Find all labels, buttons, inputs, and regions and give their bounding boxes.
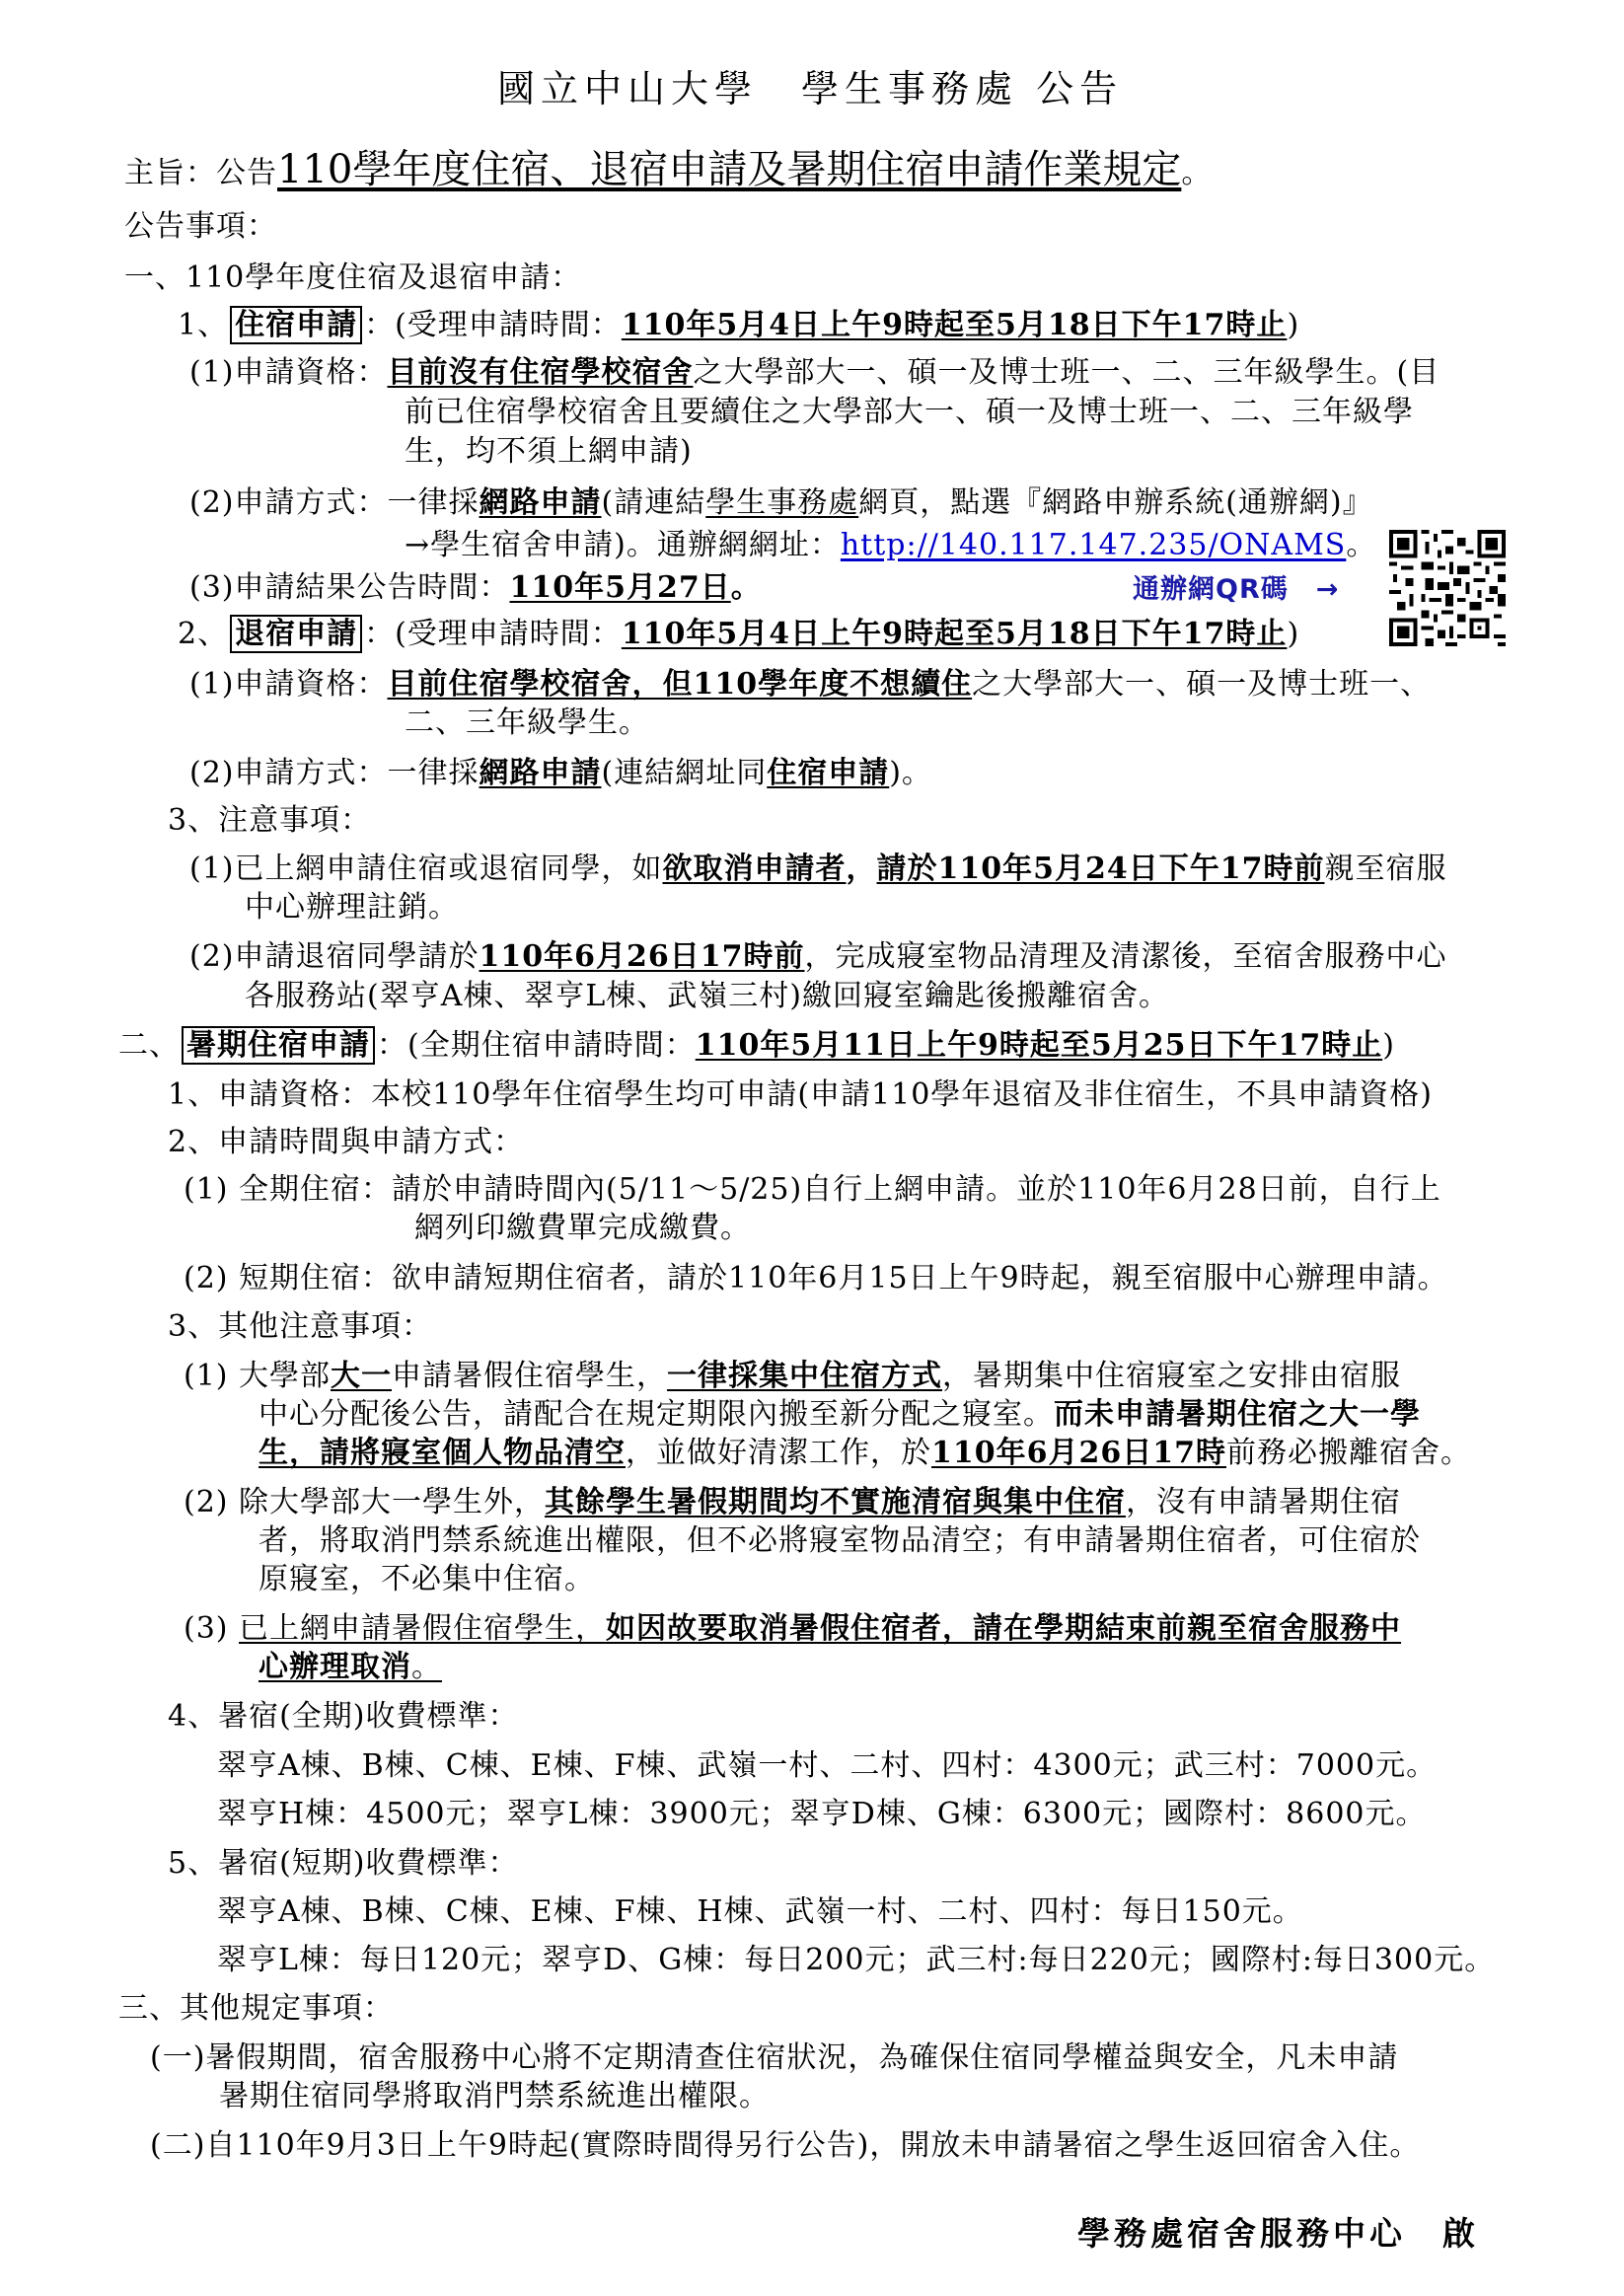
summer-cancel-line2 xyxy=(258,1648,442,1687)
note-text: 中心分配後公告，請配合在規定期限內搬至新分配之寢室。 xyxy=(258,1397,1054,1432)
note-number: (3) xyxy=(184,1611,240,1646)
freshman-note-line1 xyxy=(184,1357,1401,1396)
method-text-rest: 網頁，點選『網路申辦系統(通辦網)』 xyxy=(858,485,1373,520)
short-term-line: (2) 短期住宿：欲申請短期住宿者，請於110年6月15日上午9時起，親至宿服中心辦理申請。 xyxy=(184,1261,1448,1296)
freshman-note-line2 xyxy=(258,1395,1421,1435)
centralized-housing: 一律採集中住宿方式 xyxy=(667,1359,943,1393)
paren-close: ) xyxy=(1382,1028,1395,1063)
section-3-heading: 三、其他規定事項： xyxy=(118,1991,394,2026)
cancel-deadline: 請於110年5月24日下午17時前 xyxy=(876,852,1325,886)
method-text: (請連結 xyxy=(601,485,706,520)
others-note-line1 xyxy=(184,1483,1401,1522)
other-notes-heading: 3、其他注意事項： xyxy=(168,1309,433,1344)
method-label: (2)申請方式：一律採 xyxy=(189,756,480,790)
period-end: 。 xyxy=(730,570,762,605)
notice-label: 公告事項： xyxy=(124,209,277,244)
housing-application-box: 住宿申請 xyxy=(230,306,362,344)
method-label: (2)申請方式：一律採 xyxy=(189,485,480,520)
note-text: (2) 除大學部大一學生外， xyxy=(184,1485,546,1519)
item-number: 1、 xyxy=(178,308,229,342)
short-fee-line2: 翠亨L棟：每日120元；翠亨D、G棟：每日200元；武三村:每日220元；國際村:每日300元。 xyxy=(217,1943,1496,1977)
no-clearing-notice: 其餘學生暑假期間均不實施清宿與集中住宿 xyxy=(545,1485,1127,1519)
withdrawal-eligibility-line2: 二、三年級學生。 xyxy=(405,705,649,740)
subject-line xyxy=(124,147,1213,193)
withdrawal-condition: 目前住宿學校宿舍，但110學年度不想續住 xyxy=(387,667,973,702)
full-fee-line2: 翠亨H棟：4500元；翠亨L棟：3900元；翠亨D棟、G棟：6300元；國際村：8600元。 xyxy=(217,1797,1427,1831)
eligibility-condition: 目前沒有住宿學校宿舍 xyxy=(387,355,694,390)
freshman-warning: 而未申請暑期住宿之大一學 xyxy=(1054,1397,1421,1432)
paren-close: ) xyxy=(1287,617,1300,651)
period-end: )。 xyxy=(889,756,932,790)
housing-application-ref: 住宿申請 xyxy=(767,756,890,790)
period-end: 。 xyxy=(1346,528,1377,562)
section-number: 二、 xyxy=(118,1028,180,1063)
period-label: ：(全期住宿申請時間： xyxy=(377,1028,696,1063)
period-label: ：(受理申請時間： xyxy=(364,308,622,342)
housing-eligibility-line2: 前已住宿學校宿舍且要續住之大學部大一、碩一及博士班一、二、三年級學 xyxy=(405,395,1414,429)
cancel-note-text: (1)已上網申請住宿或退宿同學，如 xyxy=(189,852,663,886)
full-fee-heading: 4、暑宿(全期)收費標準： xyxy=(168,1699,519,1734)
housing-method-line1 xyxy=(189,483,1373,523)
withdrawal-application-box: 退宿申請 xyxy=(230,615,362,653)
result-label: (3)申請結果公告時間： xyxy=(189,570,510,605)
full-term-line1: (1) 全期住宿：請於申請時間內(5/11～5/25)自行上網申請。並於110年6月28日前，自行上 xyxy=(184,1172,1441,1207)
result-date: 110年5月27日 xyxy=(509,570,731,605)
full-fee-line1: 翠亨A棟、B棟、C棟、E棟、F棟、武嶺一村、二村、四村：4300元；武三村：7000元。 xyxy=(217,1748,1438,1783)
cancel-condition: 欲取消申請者 xyxy=(662,852,847,886)
signature: 學務處宿舍服務中心 啟 xyxy=(1077,2214,1479,2253)
onams-url-link[interactable]: http://140.117.147.235/ONAMS xyxy=(840,528,1347,562)
withdrawal-period: 110年5月4日上午9時起至5月18日下午17時止 xyxy=(621,617,1288,651)
cancel-note-line2: 中心辦理註銷。 xyxy=(245,890,459,925)
short-fee-line1: 翠亨A棟、B棟、C棟、E棟、F棟、H棟、武嶺一村、二村、四村：每日150元。 xyxy=(217,1894,1303,1929)
short-fee-heading: 5、暑宿(短期)收費標準： xyxy=(168,1846,519,1881)
qr-code-image[interactable] xyxy=(1389,530,1506,646)
eligibility-label: (1)申請資格： xyxy=(189,667,388,702)
qr-code-label: 通辦網QR碼 → xyxy=(1133,574,1340,605)
eligibility-text: 之大學部大一、碩一及博士班一、 xyxy=(972,667,1432,702)
withdrawal-method-line xyxy=(189,754,932,793)
subject-prefix: 主旨：公告 xyxy=(124,156,277,190)
freshman-note-line3 xyxy=(258,1434,1471,1473)
cancel-note-line1 xyxy=(189,850,1447,889)
onams-label: →學生宿舍申請)。通辦網網址： xyxy=(405,528,841,562)
summer-housing-box: 暑期住宿申請 xyxy=(182,1026,375,1065)
freshman: 大一 xyxy=(331,1359,393,1393)
housing-eligibility-line1 xyxy=(189,353,1439,393)
student-affairs-link-text: 學生事務處 xyxy=(705,485,859,520)
housing-eligibility-line3: 生，均不須上網申請) xyxy=(405,434,693,469)
move-out-deadline: 110年6月26日17時 xyxy=(931,1436,1226,1470)
cancel-note-rest: 親至宿服 xyxy=(1324,852,1447,886)
withdrawal-eligibility-line1 xyxy=(189,665,1431,704)
summer-period: 110年5月11日上午9時起至5月25日下午17時止 xyxy=(695,1028,1383,1063)
period-end: 。 xyxy=(411,1650,442,1684)
eligibility-text: 之大學部大一、碩一及博士班一、二、三年級學生。(目 xyxy=(693,355,1440,390)
period-label: ：(受理申請時間： xyxy=(364,617,622,651)
summer-cancel-line1 xyxy=(184,1609,1401,1649)
withdraw-note-rest: ，完成寢室物品清理及清潔後，至宿舍服務中心 xyxy=(804,939,1447,974)
subject-main: 110學年度住宿、退宿申請及暑期住宿申請作業規定 xyxy=(277,147,1182,192)
paren-close: ) xyxy=(1287,308,1300,342)
withdraw-note-line1 xyxy=(189,937,1447,977)
inspection-note-line2: 暑期住宿同學將取消門禁系統進出權限。 xyxy=(219,2079,770,2113)
note-text-rest: ，暑期集中住宿寢室之安排由宿服 xyxy=(942,1359,1402,1393)
note-text: 申請暑假住宿學生， xyxy=(392,1359,668,1393)
withdrawal-application-line xyxy=(178,615,1299,654)
withdraw-deadline: 110年6月26日17時前 xyxy=(479,939,805,974)
full-term-line2: 網列印繳費單完成繳費。 xyxy=(414,1211,751,1245)
note-text-rest: ，沒有申請暑期住宿 xyxy=(1126,1485,1402,1519)
subject-end: 。 xyxy=(1181,156,1213,190)
summer-applicants: 已上網申請暑假住宿學生， xyxy=(239,1611,607,1646)
summer-housing-line xyxy=(118,1026,1395,1066)
online-application: 網路申請 xyxy=(479,485,602,520)
inspection-note-line1: (一)暑假期間，宿舍服務中心將不定期清查住宿狀況，為確保住宿同學權益與安全，凡未申請 xyxy=(150,2040,1399,2075)
note-text: ，並做好清潔工作，於 xyxy=(626,1436,931,1470)
withdraw-note-line2: 各服務站(翠亨A棟、翠亨L棟、武嶺三村)繳回寢室鑰匙後搬離宿舍。 xyxy=(245,979,1169,1013)
others-note-line2: 者，將取消門禁系統進出權限，但不必將寢室物品清空；有申請暑期住宿者，可住宿於 xyxy=(258,1523,1421,1558)
housing-result-line xyxy=(189,568,762,608)
cancel-at-center: 心辦理取消 xyxy=(258,1650,411,1684)
notes-heading: 3、注意事項： xyxy=(168,803,372,838)
note-text-end: 前務必搬離宿舍。 xyxy=(1226,1436,1471,1470)
housing-method-line2 xyxy=(405,526,1376,565)
others-note-line3: 原寢室，不必集中住宿。 xyxy=(258,1562,595,1596)
page-title: 國立中山大學 學生事務處 公告 xyxy=(497,67,1124,111)
housing-period: 110年5月4日上午9時起至5月18日下午17時止 xyxy=(621,308,1288,342)
withdraw-note-text: (2)申請退宿同學請於 xyxy=(189,939,480,974)
eligibility-label: (1)申請資格： xyxy=(189,355,388,390)
clear-room-warning: 生，請將寢室個人物品清空 xyxy=(258,1436,626,1470)
summer-cancel-instruction: 如因故要取消暑假住宿者，請在學期結束前親至宿舍服務中 xyxy=(606,1611,1402,1646)
comma: ， xyxy=(846,852,877,886)
summer-eligibility: 1、申請資格：本校110學年住宿學生均可申請(申請110學年退宿及非住宿生，不具申請資格) xyxy=(168,1077,1434,1112)
note-number: (1) 大學部 xyxy=(184,1359,332,1393)
reopen-note: (二)自110年9月3日上午9時起(實際時間得另行公告)，開放未申請暑宿之學生返回宿舍入住。 xyxy=(150,2128,1421,2163)
section-1-heading: 一、110學年度住宿及退宿申請： xyxy=(124,260,582,295)
item-number: 2、 xyxy=(178,617,229,651)
summer-method-heading: 2、申請時間與申請方式： xyxy=(168,1125,525,1159)
method-text: (連結網址同 xyxy=(601,756,768,790)
housing-application-line xyxy=(178,306,1299,345)
online-application: 網路申請 xyxy=(479,756,602,790)
